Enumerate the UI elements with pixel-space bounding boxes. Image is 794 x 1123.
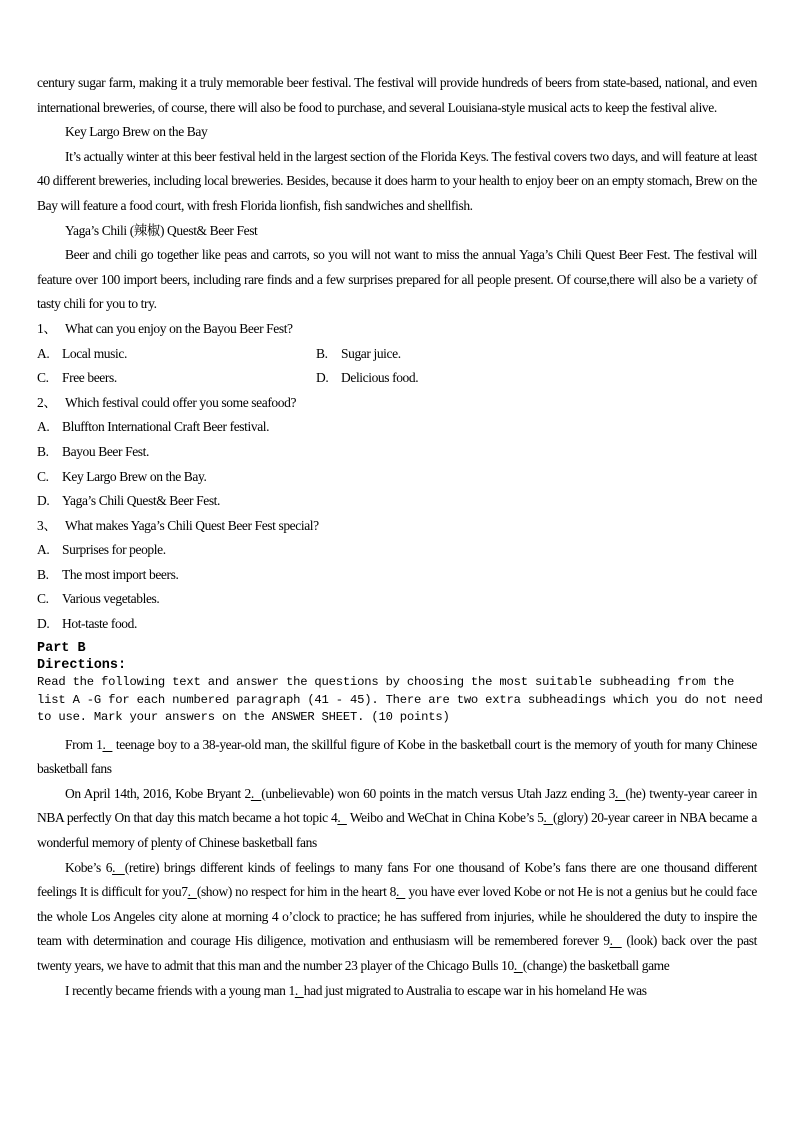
festival-heading-yaga: Yaga’s Chili (辣椒) Quest& Beer Fest — [65, 222, 258, 238]
option-text: Delicious food. — [341, 370, 419, 386]
cloze-paragraph-4: I recently became friends with a young man 1. had just migrated to Australia to escape war in his homeland He was — [65, 982, 647, 998]
fill-in-blank: . — [609, 933, 622, 949]
option-text: Various vegetables. — [62, 591, 160, 607]
question-1-option-b — [316, 342, 757, 367]
question-2-option-b — [37, 440, 757, 465]
fill-in-blank: . — [337, 810, 347, 826]
festival-heading-key-largo: Key Largo Brew on the Bay — [65, 124, 208, 140]
option-letter: A. — [37, 345, 50, 361]
question-2-option-d — [37, 489, 757, 514]
question-1 — [37, 317, 757, 342]
question-2-prompt: Which festival could offer you some seafood? — [65, 394, 297, 410]
question-2-number: 2、 — [37, 394, 57, 410]
directions-line-2: list A -G for each numbered paragraph (41 - 45). There are two extra subheadings which you do not need — [37, 692, 763, 707]
fill-in-blank: . — [250, 785, 262, 801]
festival-body-key-largo: It’s actually winter at this beer festival held in the largest section of the Florida Keys. The festival covers two days, and will feature at least 40 different breweries, including local breweries. Besides, because it does harm to your health to enjoy beer on an empty stomach, Brew on the Bay will feature a food court, with fresh Florida lionfish, fish sandwiches and shellfish. — [37, 148, 757, 213]
option-letter: A. — [37, 542, 50, 558]
fill-in-blank: . — [513, 958, 523, 974]
option-text: Local music. — [62, 345, 127, 361]
option-text: Key Largo Brew on the Bay. — [62, 468, 207, 484]
option-letter: B. — [37, 443, 49, 459]
question-1-prompt: What can you enjoy on the Bayou Beer Fest? — [65, 320, 293, 336]
option-letter: D. — [316, 370, 329, 386]
option-text: The most import beers. — [62, 566, 179, 582]
question-2-option-a — [37, 415, 757, 440]
fill-in-blank: . — [543, 810, 553, 826]
option-text: Yaga’s Chili Quest& Beer Fest. — [62, 493, 221, 509]
question-1-number: 1、 — [37, 320, 57, 336]
option-text: Hot-taste food. — [62, 616, 137, 632]
question-1-option-a — [37, 342, 316, 367]
question-3-prompt: What makes Yaga’s Chili Quest Beer Fest special? — [65, 517, 319, 533]
fill-in-blank: . — [294, 982, 304, 998]
festival-body-yaga: Beer and chili go together like peas and carrots, so you will not want to miss the annual Yaga’s Chili Quest Beer Fest. The festival will feature over 100 import beers, including rare finds and a few surprises prepared for all people present. Of course,there will also be a variety of tasty chili for you to try. — [37, 247, 757, 312]
cloze-passage — [37, 733, 757, 1004]
fill-in-blank: . — [396, 884, 406, 900]
cloze-paragraph-1: From 1. teenage boy to a 38-year-old man, the skillful figure of Kobe in the basketball court is the memory of youth for many Chinese basketball fans — [37, 736, 757, 777]
directions-line-3: to use. Mark your answers on the ANSWER SHEET. (10 points) — [37, 710, 450, 725]
part-b-title: Part B — [37, 640, 86, 656]
option-text: Bluffton International Craft Beer festival. — [62, 419, 270, 435]
option-letter: C. — [37, 468, 49, 484]
part-b-section — [37, 640, 763, 727]
question-3 — [37, 514, 757, 539]
fill-in-blank: . — [187, 884, 197, 900]
question-2 — [37, 391, 757, 416]
option-letter: C. — [37, 591, 49, 607]
option-letter: B. — [316, 345, 328, 361]
option-letter: B. — [37, 566, 49, 582]
question-3-option-a — [37, 538, 757, 563]
question-1-option-c — [37, 366, 316, 391]
question-2-option-c — [37, 465, 757, 490]
directions-label: Directions: — [37, 658, 127, 674]
question-1-option-d — [316, 366, 757, 391]
fill-in-blank: . — [112, 859, 125, 875]
question-1-options — [37, 342, 757, 391]
option-letter: C. — [37, 370, 49, 386]
question-3-option-c — [37, 587, 757, 612]
fill-in-blank: . — [102, 736, 113, 752]
question-3-number: 3、 — [37, 517, 57, 533]
fill-in-blank: . — [614, 785, 626, 801]
option-letter: D. — [37, 616, 50, 632]
option-text: Surprises for people. — [62, 542, 166, 558]
option-text: Sugar juice. — [341, 345, 401, 361]
directions-line-1: Read the following text and answer the questions by choosing the most suitable subheading from the — [37, 675, 735, 690]
reading-continuation-paragraph: century sugar farm, making it a truly memorable beer festival. The festival will provide hundreds of beers from state-based, national, and even international breweries, of course, there will also be food to purchase, and several Louisiana-style musical acts to keep the festival alive. — [37, 75, 757, 115]
option-letter: D. — [37, 493, 50, 509]
option-text: Bayou Beer Fest. — [62, 443, 149, 459]
cloze-paragraph-3: Kobe’s 6. (retire) brings different kinds of feelings to many fans For one thousand of Kobe’s fans there are one thousand different feelings It is difficult for you7. (show) no respect for him in the heart 8. you have ever loved Kobe or not He is not a genius but he could face the whole Los Angeles city alone at morning 4 o’clock to practice; he has suffered from injuries, while he shouldered the duty to inspire the team with determination and courage His diligence, motivation and enthusiasm will be remembered forever 9. (look) back over the past twenty years, we have to admit that this man and the number 23 player of the Chicago Bulls 10. (change) the basketball game — [37, 859, 757, 974]
cloze-paragraph-2: On April 14th, 2016, Kobe Bryant 2. (unbelievable) won 60 points in the match versus Utah Jazz ending 3. (he) twenty-year career in NBA perfectly On that day this match became a hot topic 4. Weibo and WeChat in China Kobe’s 5. (glory) 20-year career in NBA became a wonderful memory of plenty of Chinese basketball fans — [37, 785, 757, 851]
question-3-option-d — [37, 612, 757, 637]
question-3-option-b — [37, 563, 757, 588]
option-letter: A. — [37, 419, 50, 435]
option-text: Free beers. — [62, 370, 117, 386]
